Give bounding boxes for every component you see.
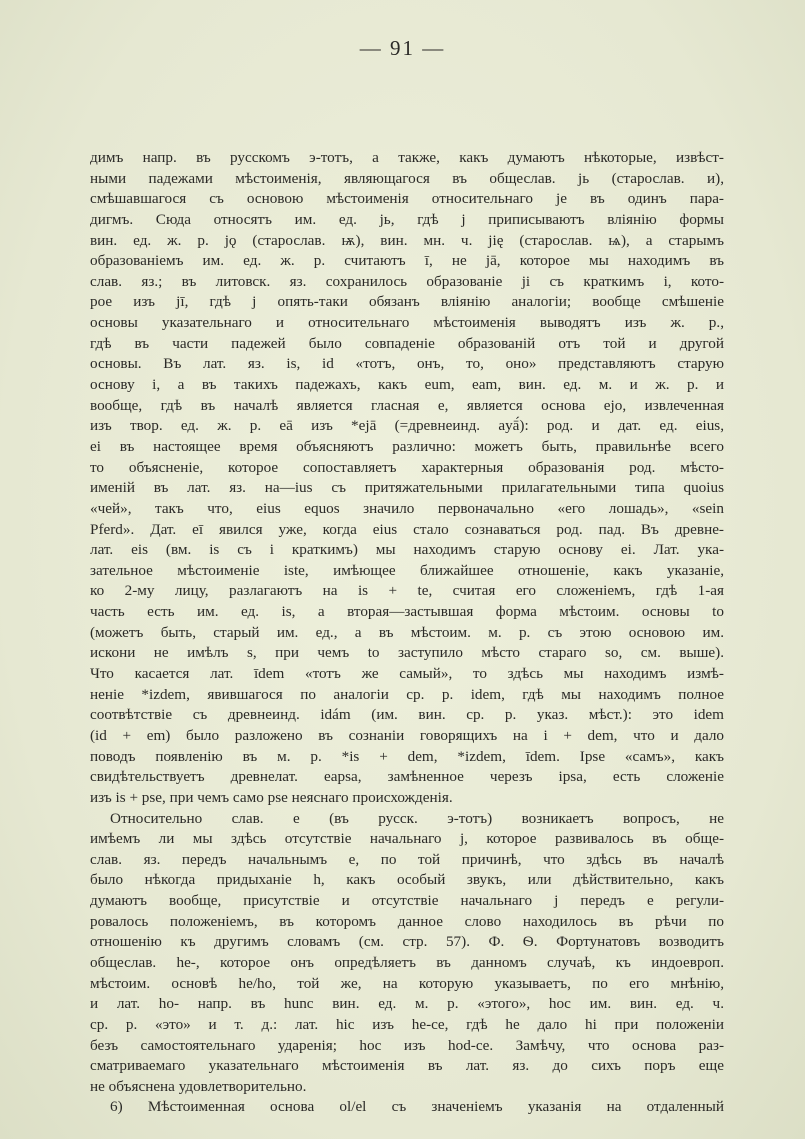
text-line: было нѣкогда придыханіе h, какъ особый звукъ, или дѣйствительно, какъ [90, 871, 724, 889]
text-line: (можетъ быть, старый им. ед., а въ мѣстоим. м. р. съ этою основою им. [90, 623, 724, 641]
text-line: дигмъ. Сюда относятъ им. ед. jь, гдѣ j приписываютъ вліянію формы [90, 210, 724, 228]
text-line: образованіемъ им. ед. ж. р. считаютъ ī, не jā, которое мы находимъ въ [90, 252, 724, 270]
text-line: сматриваемаго указательнаго мѣстоименія въ лат. яз. до сихъ поръ еще [90, 1057, 724, 1075]
text-line: зательное мѣстоименіе iste, имѣющее ближайшее отношеніе, какъ указаніе, [90, 561, 724, 579]
text-line: ср. р. «это» и т. д.: лат. hic изъ he-ce, гдѣ he дало hi при положеніи [90, 1015, 724, 1033]
text-line: свидѣтельствуетъ древнелат. eapsa, замѣненное черезъ ipsa, есть сложеніе [90, 768, 724, 786]
text-line: и лат. ho- напр. въ hunc вин. ед. м. р. «этого», hoc им. вин. ед. ч. [90, 995, 724, 1013]
text-line: безъ самостоятельнаго ударенія; hoc изъ hod-ce. Замѣчу, что основа раз- [90, 1036, 724, 1054]
text-line: Что касается лат. īdem «тотъ же самый», то здѣсь мы находимъ измѣ- [90, 665, 724, 683]
text-line: изъ is + pse, при чемъ само pse неяснаго происхожденія. [90, 788, 453, 806]
text-line: димъ напр. въ русскомъ э-тотъ, а также, какъ думаютъ нѣкоторые, извѣст- [90, 149, 724, 166]
text-line: искони не имѣлъ s, при чемъ to заступило мѣсто стараго so, см. выше). [90, 644, 724, 662]
text-line: мѣстоим. основѣ he/ho, той же, на которую указываетъ, по его мнѣнію, [90, 974, 724, 992]
text-line: соотвѣтствіе съ древнеинд. idám (им. вин. ср. р. указ. мѣст.): это idem [90, 706, 724, 724]
text-line: Pferd». Дат. eī явился уже, когда eius стало сознаваться род. пад. Въ древне- [90, 520, 724, 538]
text-line: смѣшавшагося съ основою мѣстоименія относительнаго jе въ одинъ пара- [90, 190, 724, 208]
text-line: часть есть им. ед. is, а вторая—застывшая форма мѣстоим. основы to [90, 603, 724, 621]
text-line: именій въ лат. яз. на—ius съ притяжательными прилагательными типа quoius [90, 479, 724, 497]
text-line: ei въ настоящее время объясняютъ различно: можетъ быть, правильнѣе всего [90, 437, 724, 455]
text-line: вообще, гдѣ въ началѣ является гласная e, является основа ejo, извлеченная [90, 396, 724, 414]
text-line: изъ твор. ед. ж. р. eā изъ *ejā (=древнеинд. ayā́): род. и дат. ед. eius, [90, 417, 724, 435]
text-line: общеслав. he-, которое онъ опредѣляетъ въ данномъ случаѣ, къ индоевроп. [90, 953, 724, 971]
text-line: имѣемъ ли мы здѣсь отсутствіе начальнаго j, которое развивалось въ обще- [90, 830, 724, 848]
text-line: (id + em) было разложено въ сознаніи говорящихъ на i + dem, что и дало [90, 726, 724, 744]
text-line: основы указательнаго и относительнаго мѣстоименія выводятъ изъ ж. р., [90, 314, 724, 332]
text-line: ными падежами мѣстоименія, являющагося въ общеслав. jь (старослав. и), [90, 169, 724, 187]
text-line: лат. eis (вм. is съ i краткимъ) мы находимъ старую основу ei. Лат. ука- [90, 541, 724, 559]
text-line: основу i, а въ такихъ падежахъ, какъ eum, eam, вин. ед. м. и ж. р. и [90, 376, 724, 394]
text-line: основы. Въ лат. яз. is, id «тотъ, онъ, то, оно» представляютъ старую [90, 355, 724, 373]
text-line: слав. яз.; въ литовск. яз. сохранилось образованіе ji съ краткимъ i, кото- [90, 272, 724, 290]
text-line: то объясненіе, которое сопоставляетъ характерныя образованія род. мѣсто- [90, 458, 724, 476]
text-line: не объяснена удовлетворительно. [90, 1077, 307, 1095]
text-line: 6) Мѣстоименная основа ol/el съ значеніемъ указанія на отдаленный [110, 1098, 724, 1116]
text-line: вин. ед. ж. р. jǫ (старослав. ѭ), вин. мн. ч. jię (старослав. ѩ), а старымъ [90, 231, 724, 249]
text-line: Относительно слав. е (въ русск. э-тотъ) возникаетъ вопросъ, не [110, 809, 724, 827]
page-number: — 91 — [359, 36, 446, 60]
text-line: ко 2-му лицу, разлагаютъ на is + te, считая его сложеніемъ, гдѣ 1-ая [90, 582, 724, 600]
text-line: «чей», такъ что, eius equos значило первоначально «его лошадь», «sein [90, 499, 724, 517]
text-line: ровалось положеніемъ, въ которомъ данное слово находилось въ рѣчи по [90, 912, 724, 930]
text-line: слав. яз. передъ начальнымъ е, по той причинѣ, что здѣсь въ началѣ [90, 850, 724, 868]
text-line: поводъ появленію въ м. р. *is + dem, *izdem, īdem. Ipse «самъ», какъ [90, 747, 724, 765]
text-line: отношенію къ другимъ словамъ (см. стр. 57). Ф. Ѳ. Фортунатовъ возводитъ [90, 933, 724, 951]
text-line: гдѣ въ части падежей было совпаденіе образованій отъ той и другой [90, 334, 724, 352]
text-line: неніе *izdem, явившагося по аналогіи ср. р. idem, гдѣ мы находимъ полное [90, 685, 724, 703]
text-line: думаютъ вообще, присутствіе и отсутствіе начальнаго j передъ е регули- [90, 892, 724, 910]
body-text [90, 148, 724, 1118]
text-line: рое изъ jī, гдѣ j опять-таки обязанъ вліянію аналогіи; вообще смѣшеніе [90, 293, 724, 311]
